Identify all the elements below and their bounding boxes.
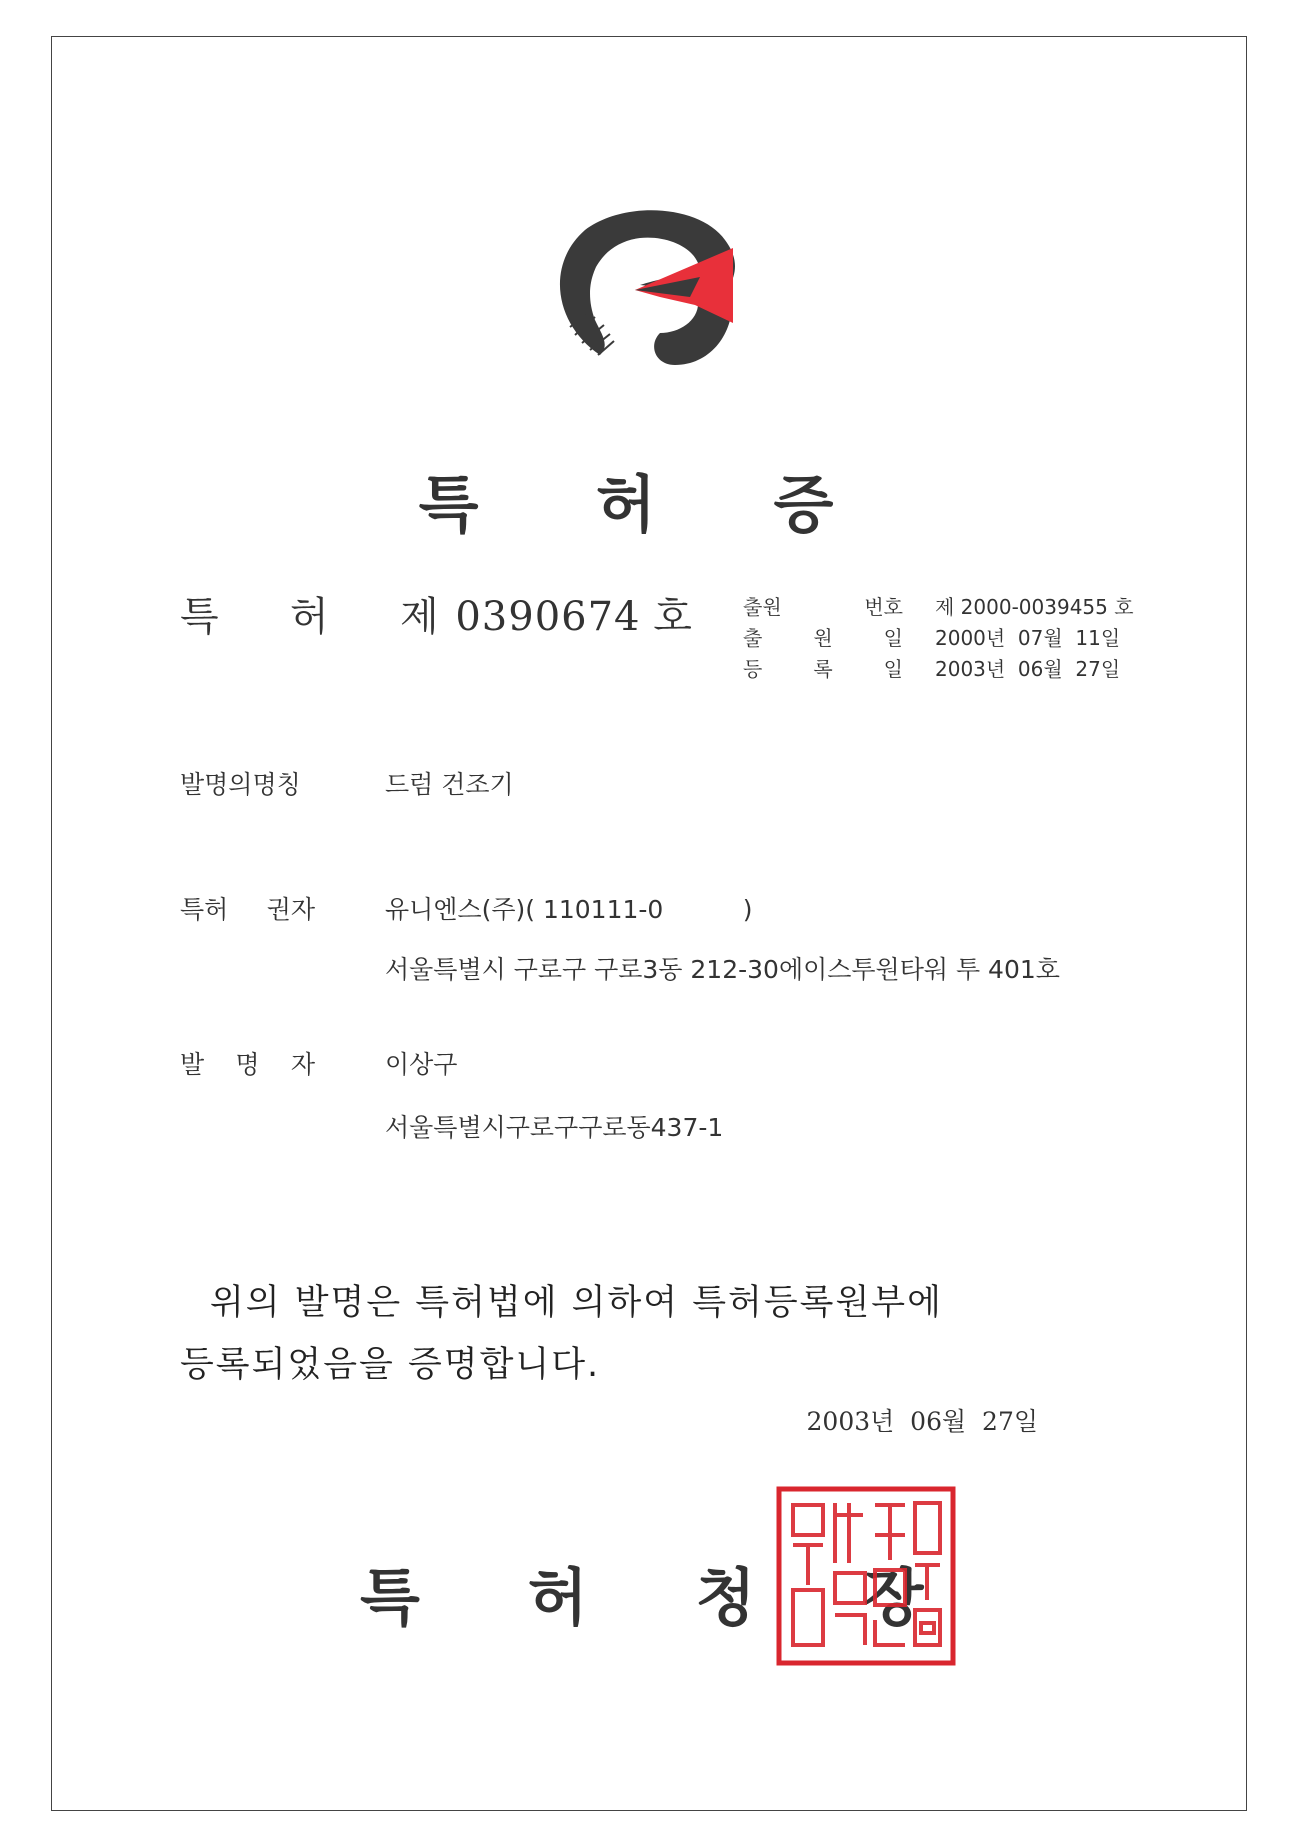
inventor-value: 이상구 bbox=[385, 1050, 458, 1079]
application-number-row bbox=[743, 590, 1134, 621]
inventor-address: 서울특별시구로구구로동437-1 bbox=[385, 1113, 724, 1142]
invention-title-value: 드럼 건조기 bbox=[385, 770, 514, 799]
patentee-value: 유니엔스(주)( 110111-0 ) bbox=[385, 895, 753, 924]
registration-date-label: 등 록 일 bbox=[743, 657, 903, 681]
patent-number-label-b: 허 bbox=[290, 594, 329, 640]
application-number-value: 제 2000-0039455 호 bbox=[935, 595, 1134, 619]
certificate-title: 특 허 증 bbox=[418, 468, 882, 541]
issue-date: 2003년 06월 27일 bbox=[806, 1407, 1038, 1436]
patentee-address: 서울특별시 구로구 구로3동 212-30에이스투원타워 투 401호 bbox=[385, 955, 1060, 984]
application-number-label: 출원 번호 bbox=[743, 595, 903, 619]
patent-number-value: 0390674 bbox=[455, 594, 641, 640]
patent-number-suffix: 호 bbox=[653, 594, 692, 640]
issuing-agency: 특허청장 bbox=[360, 1561, 1032, 1634]
official-seal-icon bbox=[775, 1485, 957, 1667]
patentee-label: 특허 권자 bbox=[180, 895, 315, 924]
application-date-label: 출 원 일 bbox=[743, 626, 903, 650]
application-date-row bbox=[743, 621, 1134, 652]
certification-line-2: 등록되었음을 증명합니다. bbox=[180, 1345, 601, 1385]
patent-number bbox=[180, 585, 692, 642]
inventor-label: 발 명 자 bbox=[180, 1050, 315, 1079]
certification-line-1: 위의 발명은 특허법에 의하여 특허등록원부에 bbox=[210, 1283, 943, 1323]
registration-date-row bbox=[743, 652, 1134, 683]
application-date-value: 2000년 07월 11일 bbox=[935, 626, 1121, 650]
registration-date-value: 2003년 06월 27일 bbox=[935, 657, 1121, 681]
patent-number-label-a: 특 bbox=[180, 594, 219, 640]
application-info bbox=[743, 590, 1134, 683]
patent-office-emblem-icon bbox=[540, 205, 780, 395]
patent-number-label-c: 제 bbox=[400, 594, 439, 640]
invention-title-label: 발명의명칭 bbox=[180, 770, 301, 799]
